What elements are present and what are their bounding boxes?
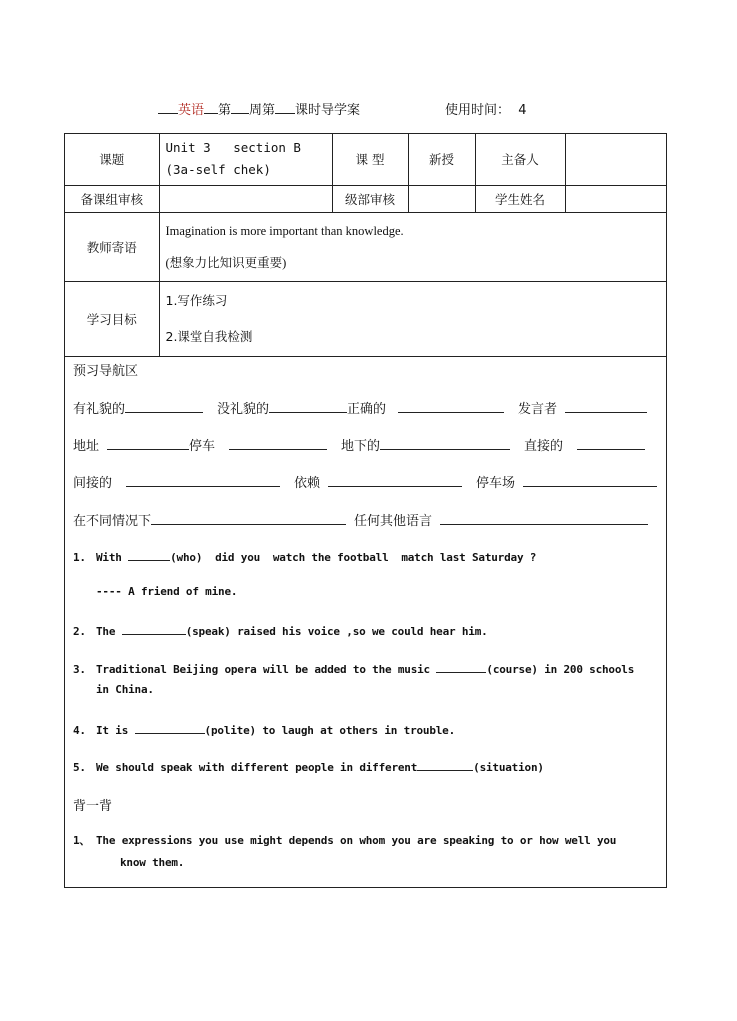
vocab-word: 任何其他语言 [354, 514, 433, 529]
answer-blank[interactable] [229, 436, 327, 450]
vocab-word: 地址 [73, 439, 100, 454]
preparer-value[interactable] [565, 134, 667, 185]
answer-blank[interactable] [398, 399, 504, 413]
recite-item-1 [73, 832, 663, 848]
answer-blank[interactable] [125, 399, 203, 413]
exercise-3 [73, 660, 663, 676]
exercise-text: (who) did you watch the football match last Saturday ? [170, 551, 537, 564]
answer-blank[interactable] [128, 548, 170, 561]
preparer-label: 主备人 [475, 134, 565, 185]
grade-review-value[interactable] [408, 185, 475, 212]
topic-line-1: Unit 3 section B [165, 140, 301, 156]
exercise-text: We should speak with different people in different [96, 761, 418, 774]
answer-blank[interactable] [107, 436, 189, 450]
answer-blank[interactable] [122, 622, 186, 635]
group-review-label: 备课组审核 [65, 185, 159, 212]
grade-review-label: 级部审核 [332, 185, 408, 212]
blank-line [275, 101, 295, 114]
vocab-row-3 [73, 472, 657, 491]
learning-goals [159, 281, 667, 356]
usage-time [445, 99, 527, 118]
answer-blank[interactable] [328, 473, 462, 487]
recite-text: The expressions you use might depends on whom you are speaking to or how well you [96, 834, 617, 847]
blank-line [158, 101, 178, 114]
blank-line [231, 101, 249, 114]
vocab-word: 地下的 [341, 439, 381, 454]
exercise-number: 4. [73, 724, 86, 737]
exercise-text: It is [96, 724, 135, 737]
recite-number: 1、 [73, 834, 91, 847]
answer-blank[interactable] [151, 511, 346, 525]
header-text: 周第 [249, 103, 276, 118]
exercise-text: With [96, 551, 129, 564]
vocab-word: 依赖 [294, 476, 321, 491]
preview-title: 预习导航区 [73, 364, 139, 379]
answer-blank[interactable] [380, 436, 510, 450]
teacher-message-label: 教师寄语 [65, 212, 159, 281]
vocab-row-2 [73, 435, 645, 454]
exercise-text: (course) in 200 schools [486, 663, 635, 676]
exercise-1 [73, 548, 663, 564]
learning-goals-label: 学习目标 [65, 281, 159, 356]
type-label: 课 型 [332, 134, 408, 185]
vocab-word: 停车 [189, 439, 216, 454]
answer-blank[interactable] [135, 721, 205, 734]
type-value: 新授 [408, 134, 475, 185]
exercise-text: Traditional Beijing opera will be added to the music [96, 663, 437, 676]
student-name-value[interactable] [565, 185, 667, 212]
vocab-row-1 [73, 398, 647, 417]
answer-blank[interactable] [523, 473, 657, 487]
vocab-word: 没礼貌的 [217, 402, 270, 417]
exercise-3-cont: in China. [96, 683, 154, 696]
vocab-word: 正确的 [347, 402, 387, 417]
goal-item-2: 2.课堂自我检测 [165, 328, 253, 344]
vocab-word: 直接的 [524, 439, 564, 454]
exercise-number: 1. [73, 551, 86, 564]
answer-blank[interactable] [565, 399, 647, 413]
vocab-row-4 [73, 510, 648, 529]
answer-blank[interactable] [126, 473, 280, 487]
group-review-value[interactable] [159, 185, 332, 212]
header-text: 第 [218, 103, 232, 118]
vocab-word: 停车场 [476, 476, 516, 491]
topic-line-2: (3a-self chek) [165, 162, 271, 178]
teacher-message-cn: (想象力比知识更重要) [165, 255, 287, 270]
vocab-word: 发言者 [518, 402, 558, 417]
exercise-number: 2. [73, 625, 86, 638]
exercise-number: 3. [73, 663, 86, 676]
header-text: 课时导学案 [295, 103, 361, 118]
exercise-text: (situation) [473, 761, 544, 774]
exercise-5 [73, 758, 663, 774]
goal-item-1: 1.写作练习 [165, 292, 228, 308]
exercise-text: The [96, 625, 122, 638]
info-table [65, 134, 667, 357]
usage-time-label: 使用时间： [445, 103, 511, 118]
answer-blank[interactable] [436, 660, 486, 673]
exercise-1-answer: ---- A friend of mine. [96, 585, 238, 598]
answer-blank[interactable] [417, 758, 473, 771]
answer-blank[interactable] [577, 436, 645, 450]
header-title [158, 99, 360, 118]
teacher-message [159, 212, 667, 281]
exercise-4 [73, 721, 663, 737]
recite-title: 背一背 [73, 799, 113, 814]
subject-text: 英语 [178, 103, 205, 118]
exercise-text: (speak) raised his voice ,so we could hear him. [185, 625, 488, 638]
exercise-text: (polite) to laugh at others in trouble. [204, 724, 456, 737]
topic-value [159, 134, 332, 185]
vocab-word: 有礼貌的 [73, 402, 126, 417]
teacher-message-en: Imagination is more important than knowledge. [165, 223, 404, 238]
exercise-number: 5. [73, 761, 86, 774]
usage-time-value: 4 [518, 103, 527, 118]
answer-blank[interactable] [440, 511, 648, 525]
exercise-2 [73, 622, 663, 638]
answer-blank[interactable] [269, 399, 347, 413]
worksheet [64, 133, 667, 888]
recite-item-1-cont: know them. [120, 856, 185, 869]
blank-line [204, 101, 218, 114]
topic-label: 课题 [65, 134, 159, 185]
vocab-word: 间接的 [73, 476, 113, 491]
vocab-word: 在不同情况下 [73, 514, 152, 529]
student-name-label: 学生姓名 [475, 185, 565, 212]
